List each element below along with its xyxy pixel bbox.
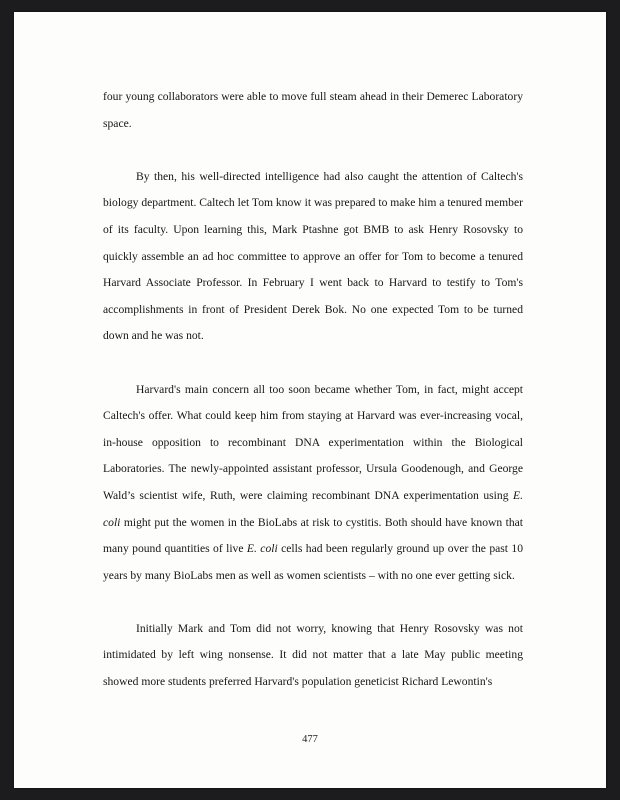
paragraph-2: By then, his well-directed intelligence had also caught the attention of Caltech's biology department. Caltech let Tom know it was prepared to make him a tenured member of its faculty. Upon learning this, Mark Ptashne got BMB to ask Henry Rosovsky to quickly assemble an ad hoc committee to approve an offer for Tom to become a tenured Harvard Associate Professor. In February I went back to Harvard to testify to Tom's accomplishments in front of President Derek Bok. No one expected Tom to be turned down and he was not. (103, 169, 523, 343)
paragraph-1: four young collaborators were able to move full steam ahead in their Demerec Laboratory space. (103, 90, 523, 130)
page-number: 477 (302, 734, 318, 745)
document-page (14, 12, 606, 788)
species-name-ecoli: E. coli (246, 542, 278, 556)
paragraph-4: Initially Mark and Tom did not worry, knowing that Henry Rosovsky was not intimidated by left wing nonsense. It did not matter that a late May public meeting showed more students preferred Harvard's population geneticist Richard Lewontin's (103, 621, 523, 689)
paragraph-3-text-2: might put the women in the BioLabs at risk to cystitis. Both should have known that many pound quantities of live (103, 515, 523, 556)
paragraph-3-text-3: cells had been regularly ground up over the past 10 years by many BioLabs men as well as women scientists – with no one ever getting sick. (103, 542, 523, 582)
species-name-ecoli: E. coli (103, 488, 523, 529)
paragraph-3 (103, 377, 523, 590)
paragraph-3-text-1: Harvard's main concern all too soon became whether Tom, in fact, might accept Caltech's offer. What could keep him from staying at Harvard was ever-increasing vocal, in-house opposition to recombinant DNA experimentation within the Biological Laboratories. The newly-appointed assistant professor, Ursula Goodenough, and George Wald’s scientist wife, Ruth, were claiming recombinant DNA experimentation using (103, 382, 523, 502)
body-text (103, 84, 523, 696)
